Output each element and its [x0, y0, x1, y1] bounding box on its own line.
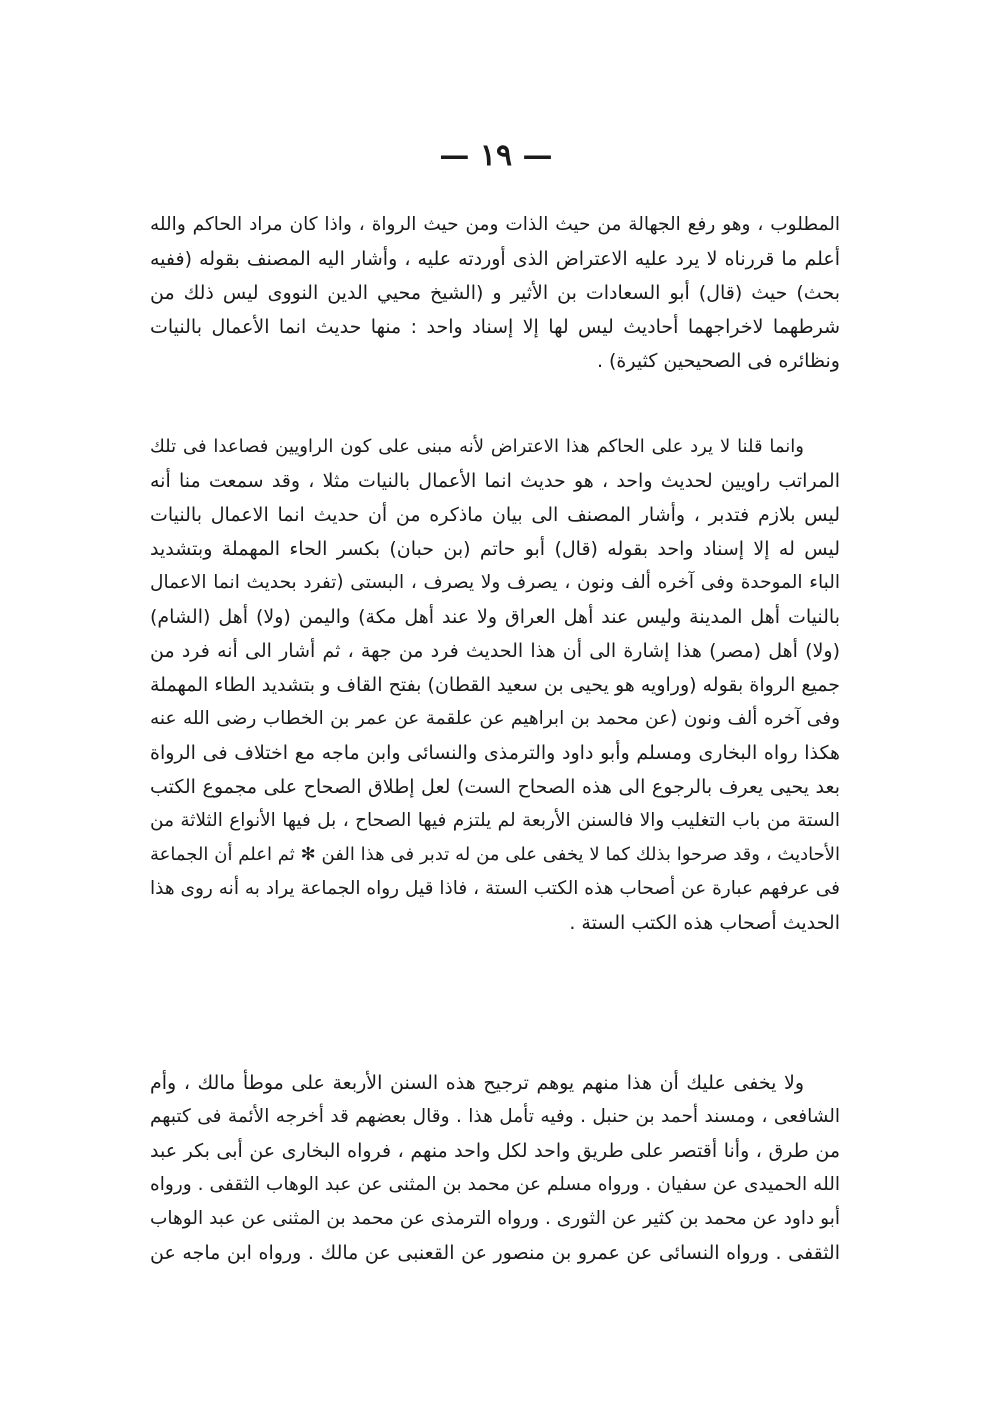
text-line: بحث) حيث (قال) أبو السعادات بن الأثير و (الشيخ محيي الدين النووى ليس ذلك من	[150, 282, 840, 304]
text-line: الثقفى . ورواه النسائى عن عمرو بن منصور عن القعنبى عن مالك . ورواه ابن ماجه عن	[150, 1242, 840, 1264]
text-line: المطلوب ، وهو رفع الجهالة من حيث الذات ومن حيث الرواة ، واذا كان مراد الحاكم والله	[150, 214, 840, 235]
text-line: ليس له إلا إسناد واحد بقوله (قال) أبو حاتم (بن حبان) بكسر الحاء المهملة وبتشديد	[150, 538, 840, 560]
text-line: الشافعى ، ومسند أحمد بن حنبل . وفيه تأمل هذا . وقال بعضهم قد أخرجه الأئمة فى كتبهم	[150, 1106, 840, 1127]
text-line: وفى آخره ألف ونون (عن محمد بن ابراهيم عن علقمة عن عمر بن الخطاب رضى الله عنه	[150, 708, 840, 729]
text-line: الستة من باب التغليب والا فالسنن الأربعة لم يلتزم فيها الصحاح ، بل فيها الأنواع الثلاثة من	[150, 810, 840, 831]
paragraph-2	[150, 430, 840, 940]
text-line: بالنيات أهل المدينة وليس عند أهل العراق ولا عند أهل مكة) واليمن (ولا) أهل (الشام)	[150, 606, 840, 628]
text-line: أعلم ما قررناه لا يرد عليه الاعتراض الذى أوردته عليه ، وأشار اليه المصنف بقوله (ففيه	[150, 248, 840, 270]
paragraph-3	[150, 1066, 840, 1270]
paragraph-1	[150, 208, 840, 378]
text-line: ليس بلازم فتدبر ، وأشار المصنف الى بيان ماذكره من أن حديث انما الاعمال بالنيات	[150, 504, 840, 526]
text-line: فى عرفهم عبارة عن أصحاب هذه الكتب الستة ، فاذا قيل رواه الجماعة يراد به أنه روى هذا	[150, 878, 840, 899]
text-line: الباء الموحدة وفى آخره ألف ونون ، يصرف ولا يصرف ، البستى (تفرد بحديث انما الاعمال	[150, 572, 840, 593]
text-line: وانما قلنا لا يرد على الحاكم هذا الاعتراض لأنه مبنى على كون الراويين فصاعدا فى تلك	[150, 436, 804, 457]
text-line: جميع الرواة بقوله (وراويه هو يحيى بن سعيد القطان) بفتح القاف و بتشديد الطاء المهملة	[150, 674, 840, 696]
text-line: شرطهما لاخراجهما أحاديث ليس لها إلا إسناد واحد : منها حديث انما الأعمال بالنيات	[150, 316, 840, 338]
text-line: هكذا رواه البخارى ومسلم وأبو داود والترمذى والنسائى وابن ماجه مع اختلاف فى الرواة	[150, 742, 840, 764]
page-number: — ١٩ —	[439, 138, 553, 173]
text-line: أبو داود عن محمد بن كثير عن الثورى . ورواه الترمذى عن محمد بن المثنى عن عبد الوهاب	[150, 1208, 840, 1229]
text-line: المراتب راويين لحديث واحد ، هو حديث انما الأعمال بالنيات مثلا ، وقد سمعت منا أنه	[150, 470, 840, 492]
text-line: الحديث أصحاب هذه الكتب الستة .	[569, 912, 840, 934]
text-line: من طرق ، وأنا أقتصر على طريق واحد لكل واحد منهم ، فرواه البخارى عن أبى بكر عبد	[150, 1140, 840, 1162]
text-line: ونظائره فى الصحيحين كثيرة) .	[596, 350, 840, 372]
text-line: ولا يخفى عليك أن هذا منهم يوهم ترجيح هذه السنن الأربعة على موطأ مالك ، وأم	[150, 1072, 804, 1094]
text-line: (ولا) أهل (مصر) هذا إشارة الى أن هذا الحديث فرد من جهة ، ثم أشار الى أنه فرد من	[150, 640, 840, 662]
text-line: الله الحميدى عن سفيان . ورواه مسلم عن محمد بن المثنى عن عبد الوهاب الثقفى . ورواه	[150, 1174, 840, 1195]
text-line: بعد يحيى يعرف بالرجوع الى هذه الصحاح الست) لعل إطلاق الصحاح على مجموع الكتب	[150, 776, 840, 798]
text-line: الأحاديث ، وقد صرحوا بذلك كما لا يخفى على من له تدبر فى هذا الفن ✻ ثم اعلم أن الجماعة	[150, 844, 840, 865]
